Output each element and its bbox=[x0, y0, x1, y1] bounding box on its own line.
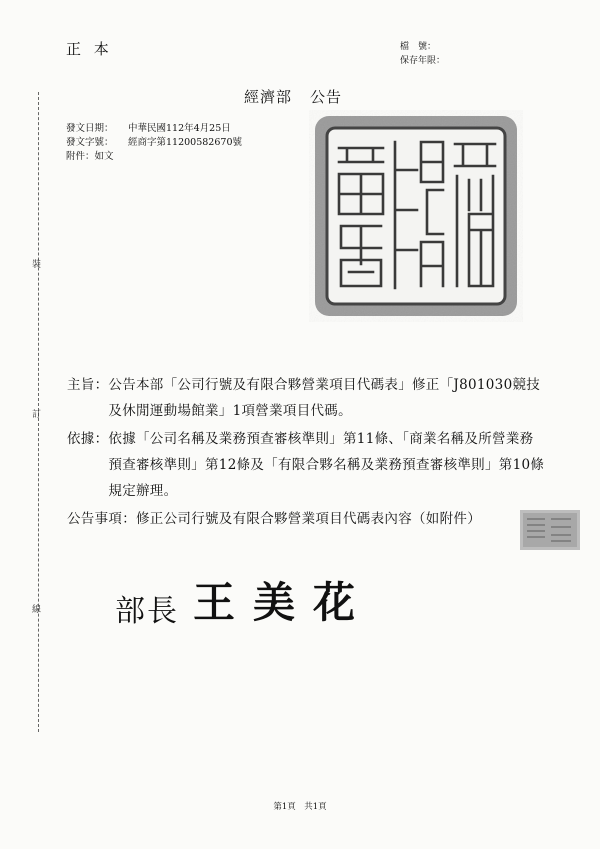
subject-label: 主旨： bbox=[67, 377, 109, 393]
binding-char: 線 bbox=[32, 605, 42, 615]
file-no-label: 檔 號： bbox=[400, 42, 437, 52]
issue-info bbox=[66, 122, 242, 164]
signature-block bbox=[115, 570, 373, 630]
small-stamp-icon bbox=[519, 509, 581, 551]
attach-label: 附件： bbox=[66, 151, 95, 162]
binding-char: 訂 bbox=[32, 410, 42, 420]
basis-text: 依據「公司名稱及業務預查審核準則」第11條、「商業名稱及所營業務預查審核準則」第12條及「有限合夥名稱及業務預查審核準則」第10條規定辦理。 bbox=[108, 431, 545, 499]
signer-title: 部長 bbox=[115, 594, 179, 629]
document-body bbox=[67, 372, 547, 532]
notice-text: 修正公司行號及有限合夥營業項目代碼表內容（如附件） bbox=[136, 511, 481, 527]
attach-value: 如文 bbox=[94, 151, 114, 162]
subject-text: 公告本部「公司行號及有限合夥營業項目代碼表」修正「J801030競技及休閒運動場館業」1項營業項目代碼。 bbox=[108, 377, 541, 419]
file-meta bbox=[400, 40, 445, 68]
notice-label: 公告事項： bbox=[67, 511, 136, 527]
copy-label: 正 本 bbox=[66, 40, 113, 58]
document-title bbox=[244, 86, 342, 107]
ref-label: 發文字號： bbox=[66, 137, 114, 148]
notice-paragraph bbox=[67, 506, 547, 532]
subject-paragraph bbox=[67, 372, 547, 424]
date-value: 中華民國112年4月25日 bbox=[128, 123, 231, 134]
retention-label: 保存年限： bbox=[400, 56, 446, 66]
signer-name: 王美花 bbox=[193, 578, 374, 627]
basis-label: 依據： bbox=[67, 431, 109, 447]
official-seal-icon bbox=[309, 110, 523, 322]
page-number: 第1頁 共1頁 bbox=[273, 802, 327, 812]
ref-value: 經商字第11200582670號 bbox=[128, 137, 242, 148]
doc-type: 公告 bbox=[310, 88, 343, 106]
binding-char: 裝 bbox=[32, 260, 42, 270]
basis-paragraph bbox=[67, 426, 547, 504]
agency-name: 經濟部 bbox=[244, 88, 293, 106]
date-label: 發文日期： bbox=[66, 123, 114, 134]
